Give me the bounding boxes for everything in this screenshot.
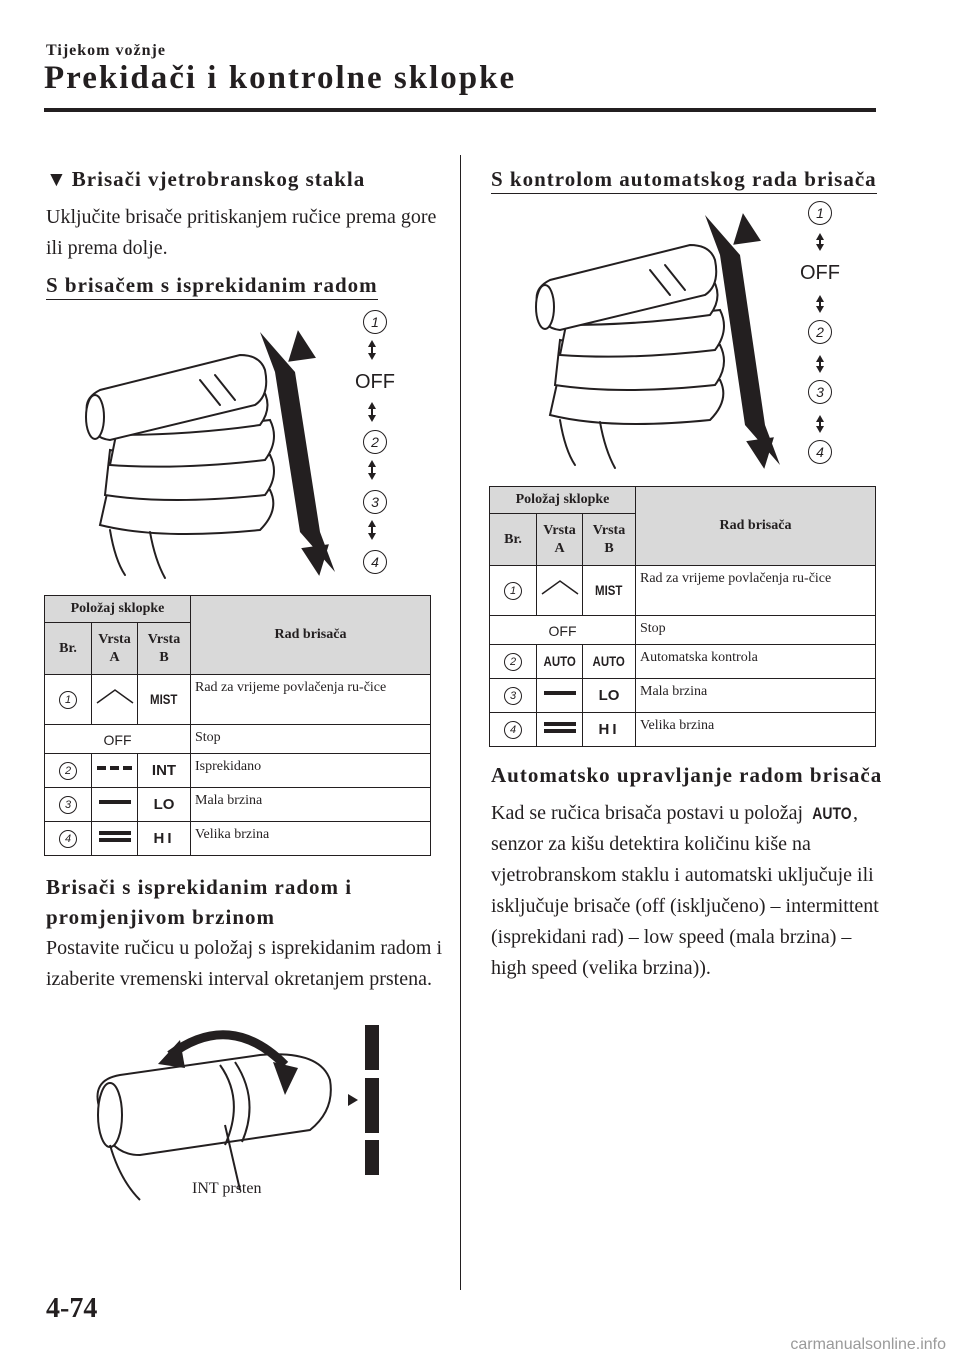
- high-speed-bars-icon: [540, 719, 580, 735]
- position-2-label: 2: [808, 320, 832, 344]
- table-row: [45, 754, 431, 788]
- auto-subheading: S kontrolom automatskog rada brisača: [491, 167, 877, 192]
- header-function: Rad brisača: [636, 487, 876, 566]
- row-number: 2: [59, 762, 77, 780]
- auto-control-subheading: Automatsko upravljanje radom brisača: [491, 763, 883, 787]
- switch-table-intermittent: [44, 595, 431, 856]
- row-description: Stop: [191, 725, 431, 754]
- row-number: 1: [504, 582, 522, 600]
- row-number: 4: [504, 721, 522, 739]
- wiper-heading: ▼ Brisači vjetrobranskog stakla: [46, 167, 366, 191]
- position-1-label: 1: [808, 201, 832, 225]
- variable-speed-subheading: Brisači s isprekidanim radom i promjenjivom brzinom: [46, 875, 353, 929]
- mist-label: MIST: [595, 581, 623, 598]
- position-3-label: 3: [808, 380, 832, 404]
- position-1-label: 1: [363, 310, 387, 334]
- position-3-label: 3: [363, 490, 387, 514]
- page-title: Prekidači i kontrolne sklopke: [44, 60, 517, 96]
- column-divider: [460, 155, 461, 1290]
- switch-table-auto: [489, 486, 876, 747]
- row-description: Automatska kontrola: [636, 645, 876, 679]
- header-number: Br.: [45, 623, 92, 675]
- auto-label-a: AUTO: [543, 652, 576, 669]
- table-row: [490, 566, 876, 616]
- auto-control-paragraph: Kad se ručica brisača postavi u položaj AUTO, senzor za kišu detektira količinu kiše na vjetrobranskom staklu i automatski uključuje ili isključuje brisače (off (isključeno) – intermittent (isprekidani rad) – low speed (mala brzina) – high speed (velika brzina)).: [491, 798, 881, 984]
- position-2-label: 2: [363, 430, 387, 454]
- low-speed-bar-icon: [95, 796, 135, 808]
- position-off-label: OFF: [800, 262, 840, 284]
- auto-label-b: AUTO: [592, 652, 626, 669]
- position-off-label: OFF: [355, 371, 395, 393]
- intermittent-subheading: S brisačem s isprekidanim radom: [46, 273, 378, 298]
- row-number: 1: [59, 691, 77, 709]
- row-number: 3: [504, 687, 522, 705]
- table-row: [45, 675, 431, 725]
- hi-label: HI: [153, 829, 175, 847]
- hi-label: HI: [598, 720, 620, 738]
- lo-label: LO: [153, 795, 175, 813]
- header-type-b: Vrsta B: [138, 623, 191, 675]
- table-row: [490, 616, 876, 645]
- mist-label: MIST: [150, 690, 178, 707]
- wiper-lever-diagram-1: [70, 300, 410, 590]
- low-speed-bar-icon: [540, 687, 580, 699]
- table-row: [490, 713, 876, 747]
- row-description: Velika brzina: [636, 713, 876, 747]
- variable-speed-paragraph: Postavite ručicu u položaj s isprekidanim radom i izaberite vremenski interval okretanjem prstena.: [46, 937, 443, 990]
- row-number: 4: [59, 830, 77, 848]
- off-label: OFF: [490, 616, 636, 645]
- row-description: Rad za vrijeme povlačenja ru-čice: [636, 566, 876, 616]
- row-description: Mala brzina: [191, 788, 431, 822]
- row-number: 3: [59, 796, 77, 814]
- watermark-footer: carmanualsonline.info: [790, 1336, 946, 1353]
- header-type-b: Vrsta B: [583, 514, 636, 566]
- int-ring-diagram: [80, 1020, 420, 1205]
- header-number: Br.: [490, 514, 537, 566]
- row-description: Isprekidano: [191, 754, 431, 788]
- wiper-intro: Uključite brisače pritiskanjem ručice prema gore ili prema dolje.: [46, 206, 437, 259]
- table-row: [45, 822, 431, 856]
- int-label: INT: [151, 761, 177, 779]
- row-description: Rad za vrijeme povlačenja ru-čice: [191, 675, 431, 725]
- position-4-label: 4: [808, 440, 832, 464]
- off-label: OFF: [45, 725, 191, 754]
- header-function: Rad brisača: [191, 596, 431, 675]
- intermittent-dashes-icon: [95, 762, 135, 774]
- title-divider: [44, 108, 876, 112]
- int-ring-label: INT prsten: [192, 1180, 262, 1197]
- header-type-a: Vrsta A: [92, 623, 138, 675]
- table-row: [45, 725, 431, 754]
- row-description: Velika brzina: [191, 822, 431, 856]
- mist-chevron-icon: [540, 578, 580, 598]
- header-position: Položaj sklopke: [490, 487, 636, 514]
- row-description: Mala brzina: [636, 679, 876, 713]
- triangle-bullet-icon: ▼: [46, 167, 68, 191]
- row-description: Stop: [636, 616, 876, 645]
- table-row: [45, 788, 431, 822]
- table-row: [490, 679, 876, 713]
- auto-inline-label: AUTO: [812, 804, 852, 823]
- position-4-label: 4: [363, 550, 387, 574]
- header-position: Položaj sklopke: [45, 596, 191, 623]
- header-type-a: Vrsta A: [537, 514, 583, 566]
- table-row: [490, 645, 876, 679]
- mist-chevron-icon: [95, 687, 135, 707]
- row-number: 2: [504, 653, 522, 671]
- lo-label: LO: [598, 686, 620, 704]
- high-speed-bars-icon: [95, 828, 135, 844]
- section-label: Tijekom vožnje: [46, 42, 166, 59]
- page-number: 4-74: [46, 1293, 98, 1324]
